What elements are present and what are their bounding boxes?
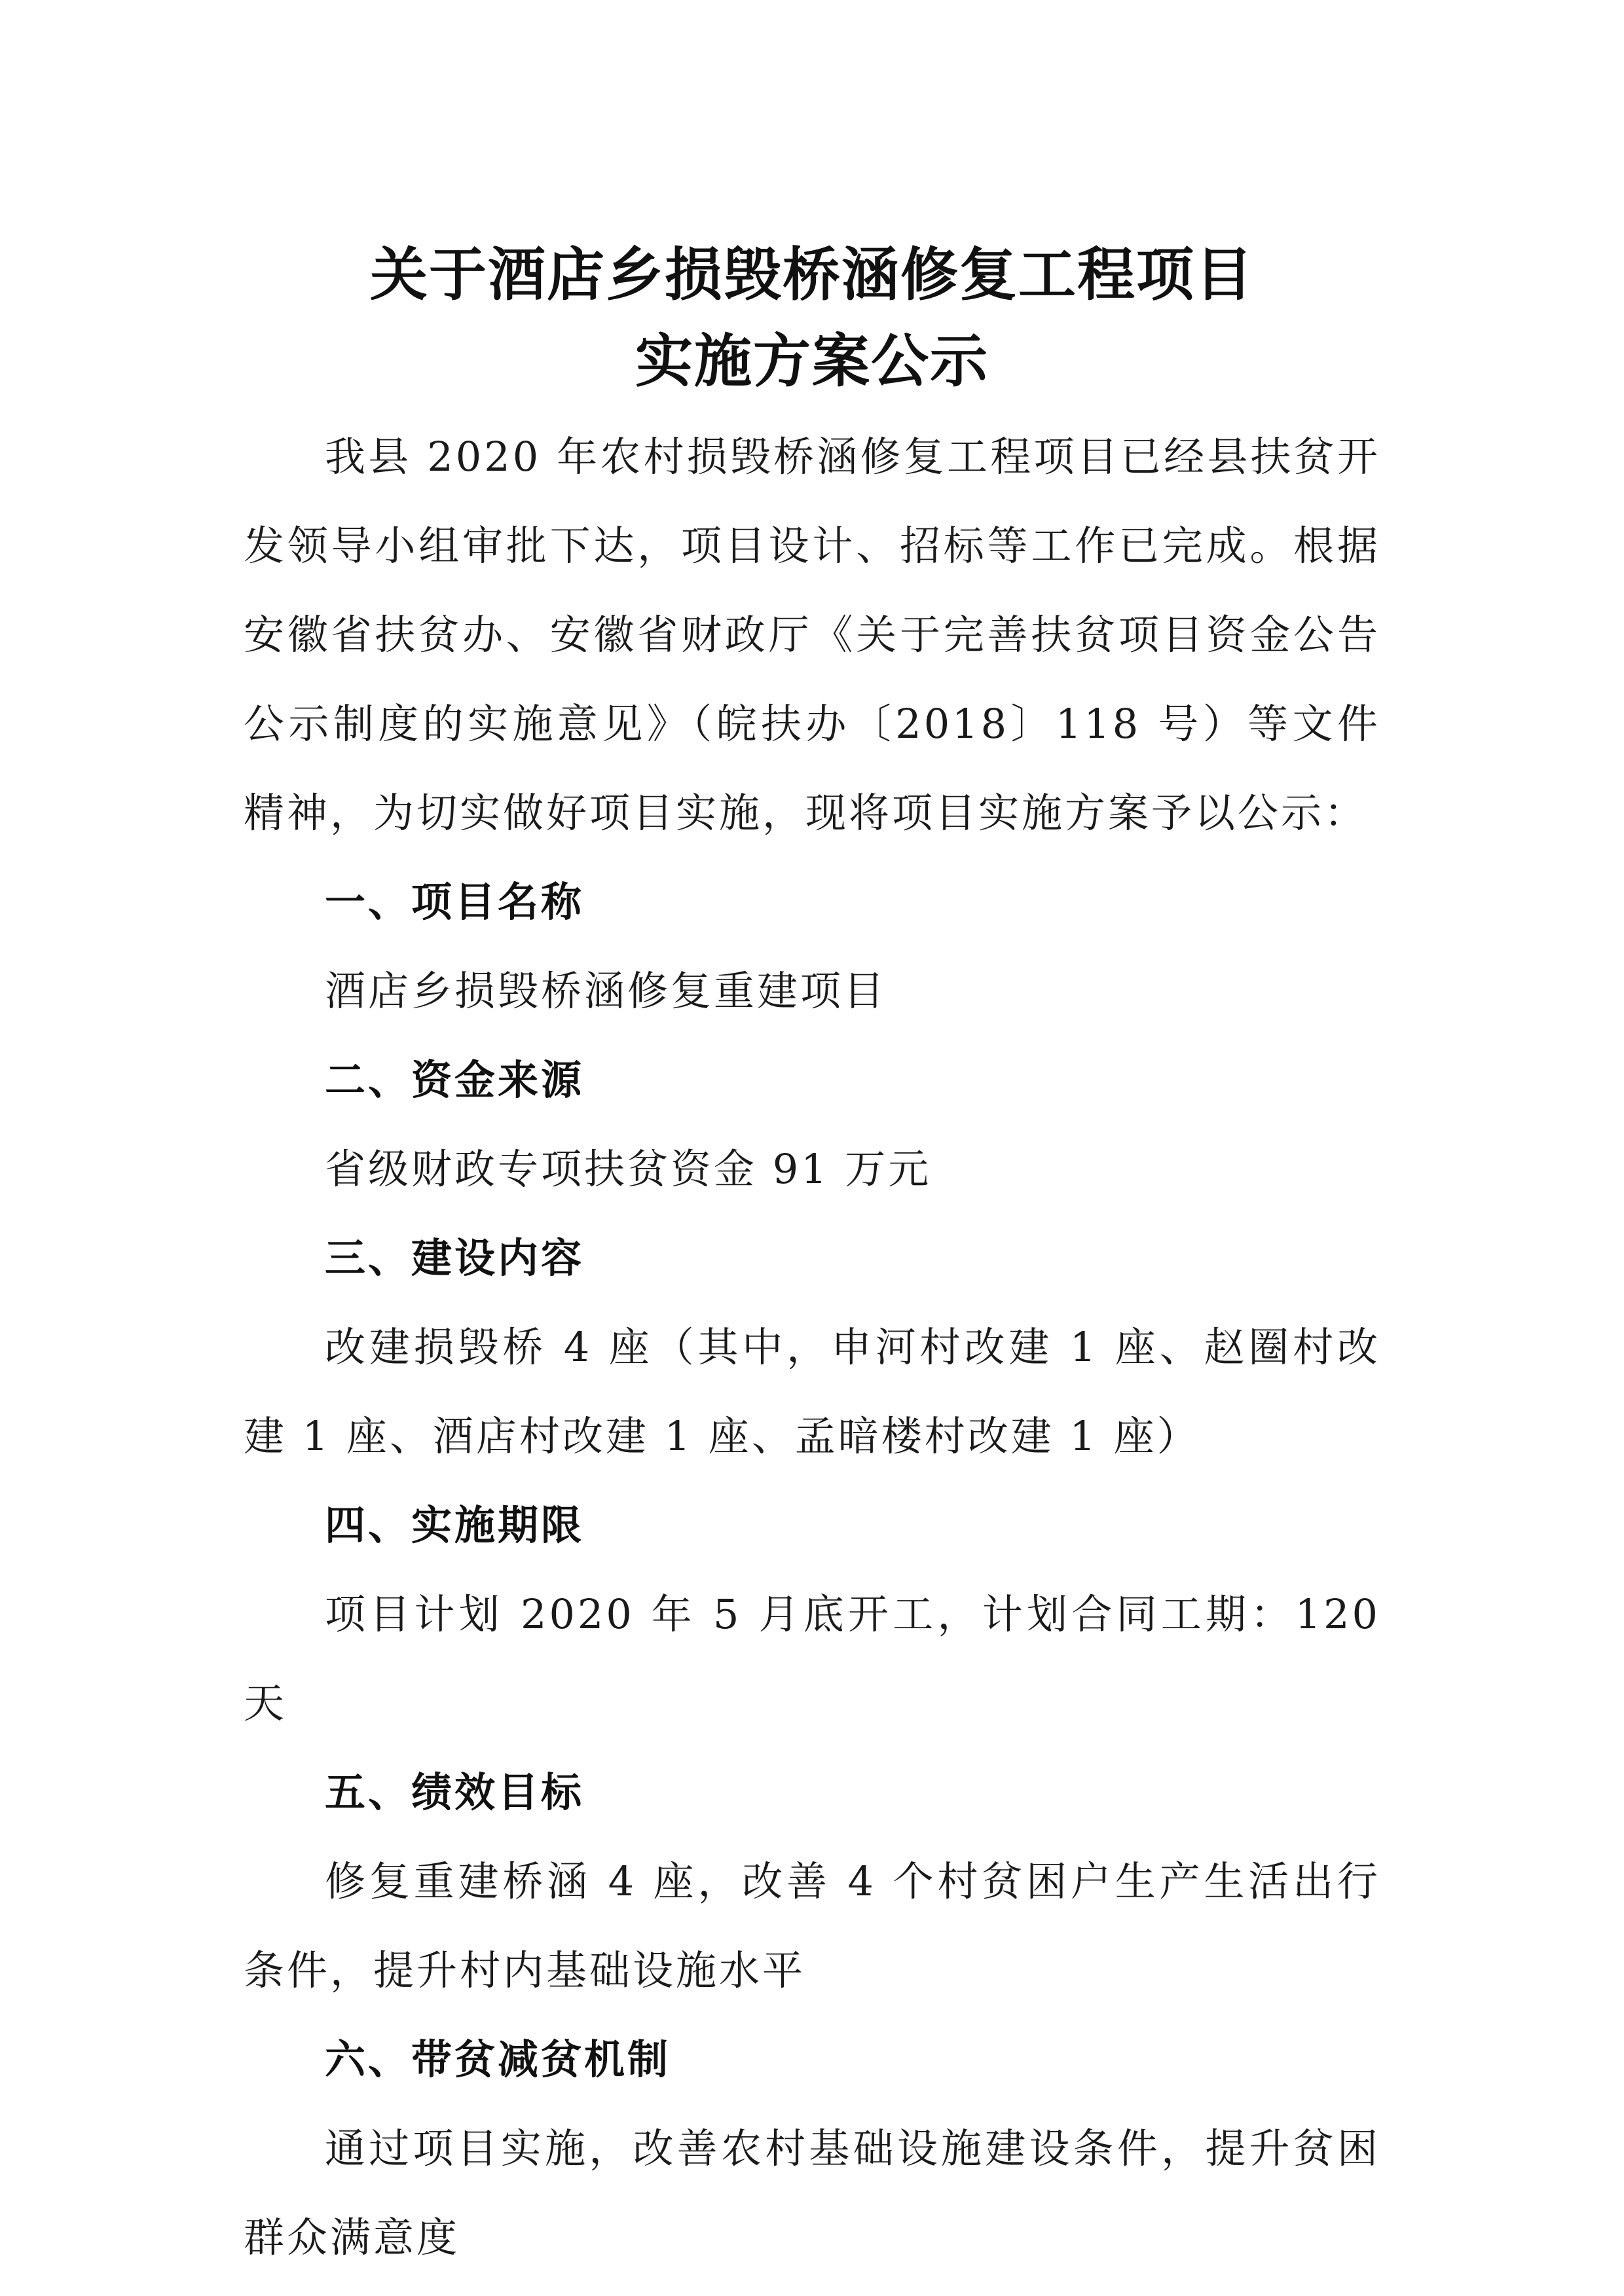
section-content-fund-source: 省级财政专项扶贫资金 91 万元 [325,1145,932,1193]
document-body [244,412,1380,2282]
section-content-project-name: 酒店乡损毁桥涵修复重建项目 [325,967,887,1015]
section-heading-fund-source: 二、资金来源 [325,1056,585,1104]
section-heading-poverty-reduction-mechanism: 六、带贫减贫机制 [325,2035,671,2083]
intro-paragraph: 我县 2020 年农村损毁桥涵修复工程项目已经县扶贫开发领导小组审批下达，项目设计、招标等工作已完成。根据安徽省扶贫办、安徽省财政厅《关于完善扶贫项目资金公告公示制度的实施意见》（皖扶办〔2018〕118 号）等文件精神，为切实做好项目实施，现将项目实施方案予以公示： [244,433,1380,837]
section-heading-project-name: 一、项目名称 [325,878,585,926]
section-content-performance-goals: 修复重建桥涵 4 座，改善 4 个村贫困户生产生活出行条件，提升村内基础设施水平 [244,1857,1380,1994]
document-title-line2: 实施方案公示 [635,327,989,395]
section-content-construction-content: 改建损毁桥 4 座（其中，申河村改建 1 座、赵圈村改建 1 座、酒店村改建 1 座、孟暗楼村改建 1 座） [244,1323,1380,1460]
section-heading-performance-goals: 五、绩效目标 [325,1768,585,1816]
document-title-line1: 关于酒店乡损毁桥涵修复工程项目 [369,241,1254,308]
section-content-poverty-reduction-mechanism: 通过项目实施，改善农村基础设施建设条件，提升贫困群众满意度 [244,2124,1380,2261]
section-heading-construction-content: 三、建设内容 [325,1234,585,1282]
section-heading-implementation-period: 四、实施期限 [325,1501,585,1549]
section-content-implementation-period: 项目计划 2020 年 5 月底开工，计划合同工期：120 天 [244,1590,1380,1727]
